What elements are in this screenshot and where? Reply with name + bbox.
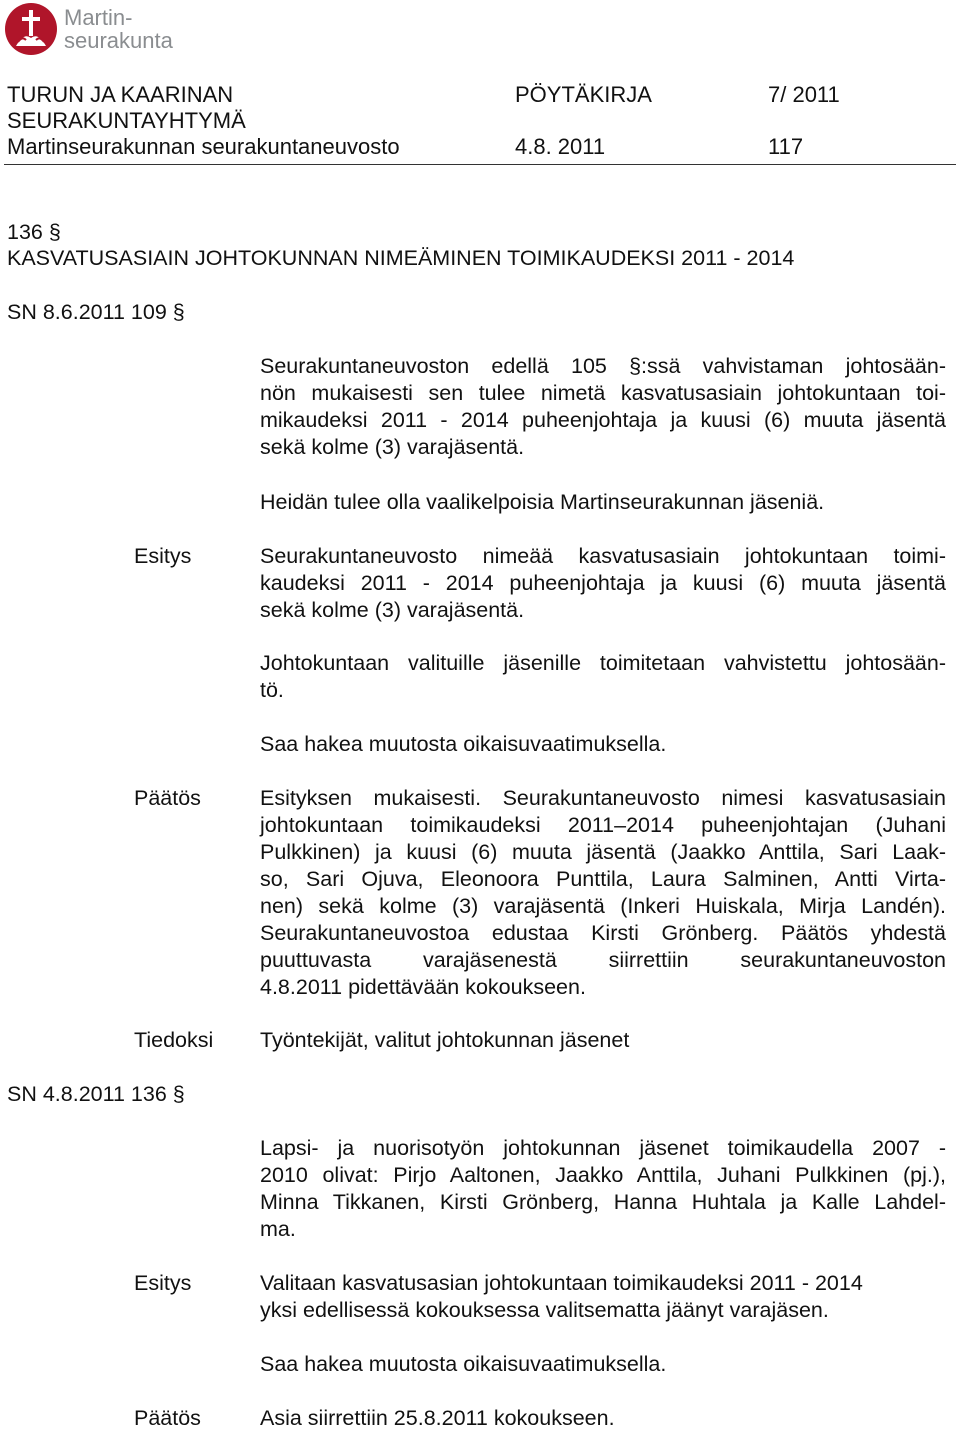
intro-paragraph-2: Heidän tulee olla vaalikelpoisia Martinseurakunnan jäseniä.	[260, 490, 825, 514]
esitys-b-line: yksi edellisessä kokouksessa valitsematta jäänyt varajäsen.	[260, 1298, 829, 1322]
esitys-line: kaudeksi 2011 - 2014 puheenjohtaja ja kuusi (6) muuta jäsentä	[260, 571, 946, 595]
paatos-line: Esityksen mukaisesti. Seurakuntaneuvosto nimesi kasvatusasiain	[260, 786, 946, 810]
reference-2: SN 4.8.2011 136 §	[7, 1082, 185, 1106]
esitys-b-paragraph	[260, 1270, 946, 1324]
section-title: KASVATUSASIAIN JOHTOKUNNAN NIMEÄMINEN TOIMIKAUDEKSI 2011 - 2014	[7, 246, 795, 270]
header-org-line2: SEURAKUNTAYHTYMÄ	[7, 108, 246, 133]
header-doc-type: PÖYTÄKIRJA	[515, 82, 652, 107]
logo	[4, 2, 204, 56]
header-doc-number: 7/ 2011	[768, 82, 840, 107]
paatos-line: puuttuvasta varajäsenestä siirrettiin seurakuntaneuvoston	[260, 948, 946, 972]
paatos-label: Päätös	[134, 786, 201, 810]
paatos-line: Seurakuntaneuvostoa edustaa Kirsti Grönberg. Päätös yhdestä	[260, 921, 946, 945]
esitys-label: Esitys	[134, 544, 192, 568]
esitys-line: sekä kolme (3) varajäsentä.	[260, 598, 525, 622]
esitys-line: Johtokuntaan valituille jäsenille toimitetaan vahvistettu johtosään-	[260, 651, 946, 675]
paatos-b-text: Asia siirrettiin 25.8.2011 kokoukseen.	[260, 1406, 615, 1430]
paatos-line: 4.8.2011 pidettävään kokoukseen.	[260, 975, 586, 999]
esitys-paragraph-2	[260, 650, 946, 704]
paatos-line: Pulkkinen) ja kuusi (6) muuta jäsentä (Jaakko Anttila, Sari Laak-	[260, 840, 946, 864]
esitys-appeal-note: Saa hakea muutosta oikaisuvaatimuksella.	[260, 732, 667, 756]
previous-members-line: ma.	[260, 1217, 296, 1241]
paatos-line: johtokuntaan toimikaudeksi 2011–2014 puheenjohtajan (Juhani	[260, 813, 946, 837]
esitys-b-label: Esitys	[134, 1271, 192, 1295]
esitys-paragraph	[260, 543, 946, 624]
header-page-number: 117	[768, 134, 804, 159]
paatos-b-label: Päätös	[134, 1406, 201, 1430]
header-org-line3: Martinseurakunnan seurakuntaneuvosto	[7, 134, 400, 159]
church-logo-icon	[4, 2, 58, 56]
intro-line: nön mukaisesti sen tulee nimetä kasvatusasiain johtokuntaan toi-	[260, 381, 946, 405]
esitys-line: tö.	[260, 678, 284, 702]
intro-line: mikaudeksi 2011 - 2014 puheenjohtaja ja kuusi (6) muuta jäsentä	[260, 408, 946, 432]
logo-line1: Martin-	[64, 5, 133, 30]
header-org-line1: TURUN JA KAARINAN	[7, 82, 234, 107]
paatos-line: so, Sari Ojuva, Eleonoora Punttila, Laura Salminen, Antti Virta-	[260, 867, 946, 891]
logo-line2: seurakunta	[64, 28, 173, 53]
section-number: 136 §	[7, 220, 61, 244]
tiedoksi-label: Tiedoksi	[134, 1028, 214, 1052]
reference-1: SN 8.6.2011 109 §	[7, 300, 185, 324]
intro-paragraph	[260, 353, 946, 461]
previous-members-line: 2010 olivat: Pirjo Aaltonen, Jaakko Anttila, Juhani Pulkkinen (pj.),	[260, 1163, 946, 1187]
header-date: 4.8. 2011	[515, 134, 606, 159]
esitys-line: Seurakuntaneuvosto nimeää kasvatusasiain johtokuntaan toimi-	[260, 544, 946, 568]
intro-line: Seurakuntaneuvoston edellä 105 §:ssä vahvistaman johtosään-	[260, 354, 946, 378]
previous-members-paragraph	[260, 1135, 946, 1243]
previous-members-line: Lapsi- ja nuorisotyön johtokunnan jäsenet toimikaudella 2007 -	[260, 1136, 946, 1160]
intro-line: sekä kolme (3) varajäsentä.	[260, 435, 525, 459]
paatos-paragraph	[260, 785, 946, 1001]
paatos-line: nen) sekä kolme (3) varajäsentä (Inkeri Huiskala, Mirja Landén).	[260, 894, 946, 918]
esitys-b-line: Valitaan kasvatusasian johtokuntaan toimikaudeksi 2011 - 2014	[260, 1271, 863, 1295]
previous-members-line: Minna Tikkanen, Kirsti Grönberg, Hanna Huhtala ja Kalle Lahdel-	[260, 1190, 946, 1214]
esitys-b-appeal-note: Saa hakea muutosta oikaisuvaatimuksella.	[260, 1352, 667, 1376]
header-divider	[4, 164, 956, 165]
tiedoksi-text: Työntekijät, valitut johtokunnan jäsenet	[260, 1028, 630, 1052]
